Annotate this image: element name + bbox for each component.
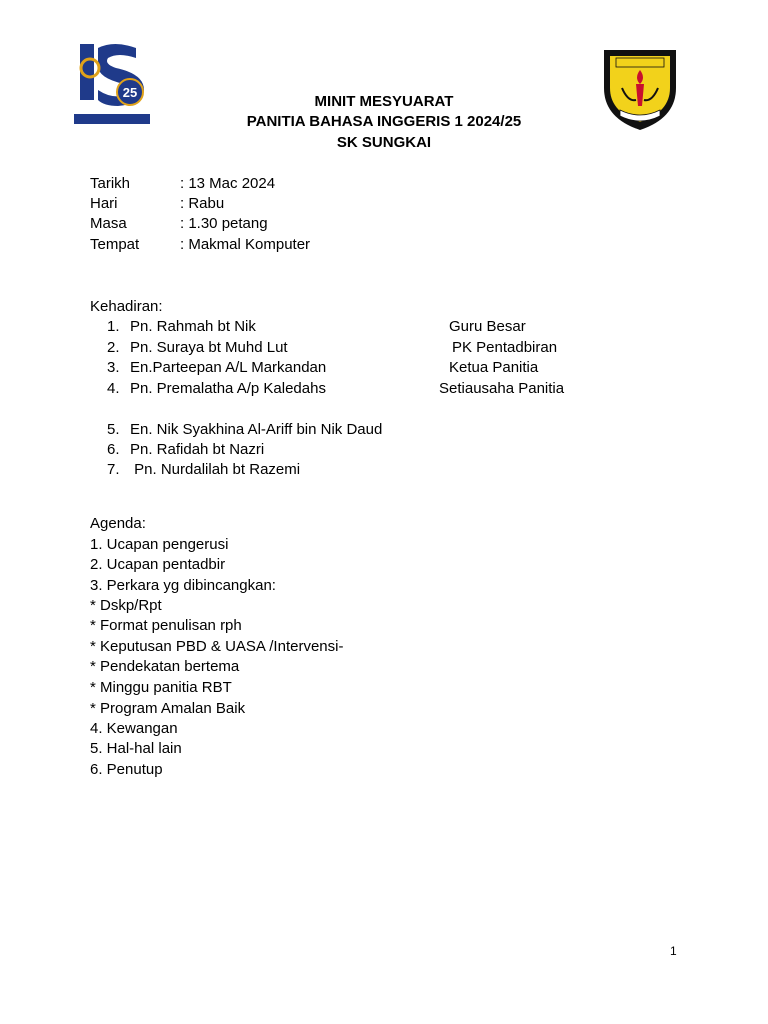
member-role: Setiausaha Panitia xyxy=(439,380,565,397)
agenda-item: * Pendekatan bertema xyxy=(90,658,240,675)
document-subtitle: PANITIA BAHASA INGGERIS 1 2024/25 xyxy=(246,113,522,130)
agenda-heading: Agenda: xyxy=(90,515,146,532)
member-number: 5. xyxy=(107,421,120,438)
agenda-item: 1. Ucapan pengerusi xyxy=(90,536,229,553)
detail-label-hari: Hari xyxy=(90,195,118,212)
page-number: 1 xyxy=(670,944,677,958)
agenda-item: 4. Kewangan xyxy=(90,720,178,737)
logo-number-text: 25 xyxy=(122,85,138,100)
agenda-item: 3. Perkara yg dibincangkan: xyxy=(90,577,276,594)
member-number: 2. xyxy=(107,339,120,356)
detail-value-tarikh: : 13 Mac 2024 xyxy=(180,175,276,192)
member-number: 3. xyxy=(107,359,120,376)
detail-label-tarikh: Tarikh xyxy=(90,175,131,192)
agenda-item: * Dskp/Rpt xyxy=(90,597,162,614)
detail-value-hari: : Rabu xyxy=(180,195,225,212)
member-role: PK Pentadbiran xyxy=(452,339,558,356)
member-name: Pn. Suraya bt Muhd Lut xyxy=(130,339,288,356)
agenda-item: 5. Hal-hal lain xyxy=(90,740,182,757)
member-name: Pn. Rafidah bt Nazri xyxy=(130,441,265,458)
attendance-heading: Kehadiran: xyxy=(90,298,163,315)
member-name: Pn. Premalatha A/p Kaledahs xyxy=(130,380,326,397)
document-title: MINIT MESYUARAT xyxy=(314,93,454,110)
member-number: 7. xyxy=(107,461,120,478)
member-name: En.Parteepan A/L Markandan xyxy=(130,359,327,376)
detail-value-masa: : 1.30 petang xyxy=(180,215,268,232)
agenda-item: * Minggu panitia RBT xyxy=(90,679,232,696)
member-number: 4. xyxy=(107,380,120,397)
school-name: SK SUNGKAI xyxy=(336,134,432,151)
detail-value-tempat: : Makmal Komputer xyxy=(180,236,311,253)
agenda-item: 6. Penutup xyxy=(90,761,163,778)
agenda-item: * Program Amalan Baik xyxy=(90,700,246,717)
agenda-item: * Format penulisan rph xyxy=(90,617,242,634)
member-role: Guru Besar xyxy=(449,318,526,335)
member-name: En. Nik Syakhina Al-Ariff bin Nik Daud xyxy=(130,421,383,438)
member-number: 1. xyxy=(107,318,120,335)
agenda-item: * Keputusan PBD & UASA /Intervensi- xyxy=(90,638,344,655)
detail-label-tempat: Tempat xyxy=(90,236,140,253)
detail-label-masa: Masa xyxy=(90,215,127,232)
agenda-item: 2. Ucapan pentadbir xyxy=(90,556,226,573)
member-name: Pn. Rahmah bt Nik xyxy=(130,318,256,335)
member-role: Ketua Panitia xyxy=(449,359,539,376)
member-number: 6. xyxy=(107,441,120,458)
member-name: Pn. Nurdalilah bt Razemi xyxy=(130,461,301,478)
